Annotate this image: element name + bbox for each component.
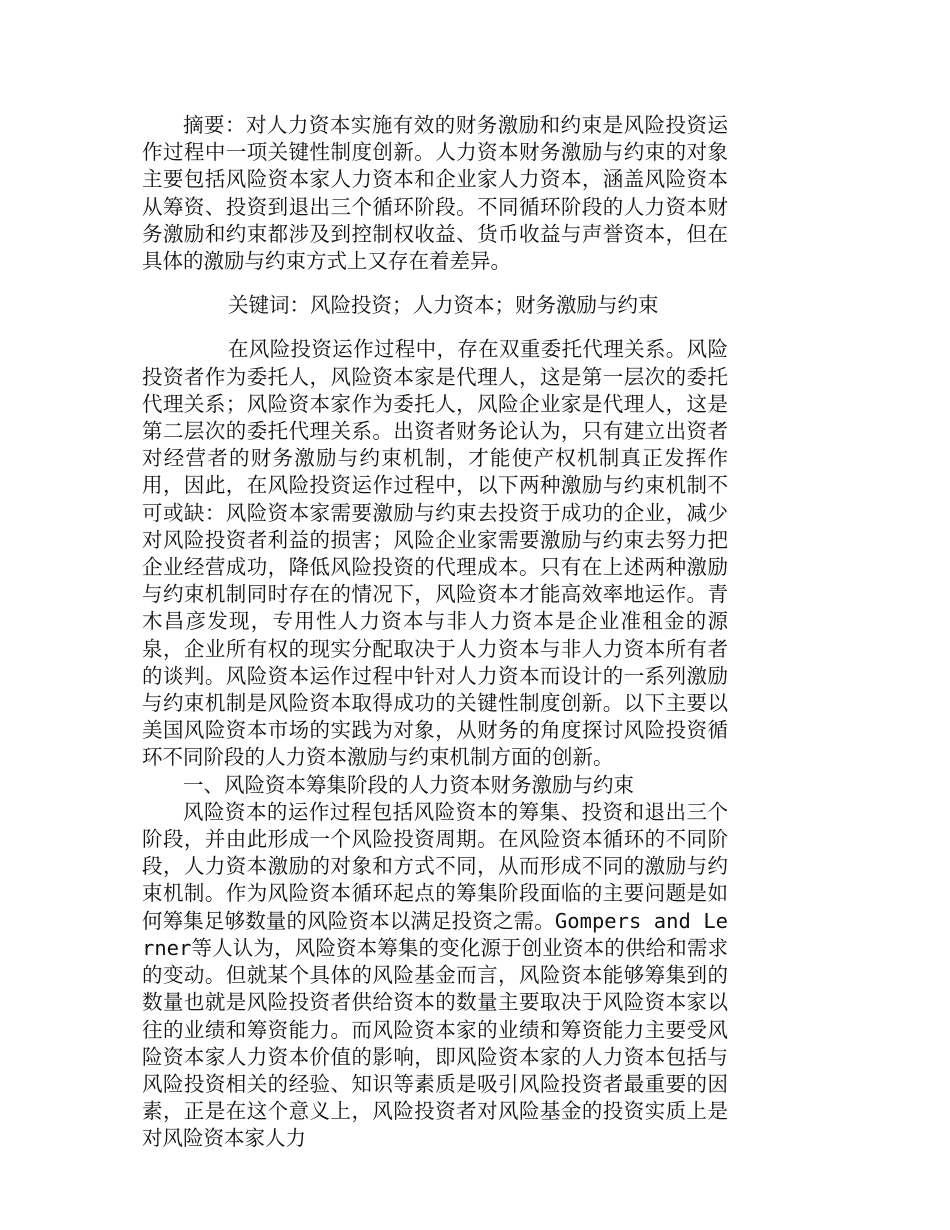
document-page xyxy=(142,112,728,1153)
section-body-paragraph xyxy=(142,799,728,1153)
section-body-text-2: 等人认为，风险资本筹集的变化源于创业资本的供给和需求的变动。但就某个具体的风险基金而言，风险资本能够筹集到的数量也就是风险投资者供给资本的数量主要取决于风险资本家以往的业绩和筹资能力。而风险资本家的业绩和筹资能力主要受风险资本家人力资本价值的影响，即风险资本家的人力资本包括与风险投资相关的经验、知识等素质是吸引风险投资者最重要的因素，正是在这个意义上，风险投资者对风险基金的投资实质上是对风险资本家人力 xyxy=(142,935,728,1151)
section-body-text-1: 风险资本的运作过程包括风险资本的筹集、投资和退出三个阶段，并由此形成一个风险投资周期。在风险资本循环的不同阶段，人力资本激励的对象和方式不同，从而形成不同的激励与约束机制。作为风险资本循环起点的筹集阶段面临的主要问题是如何筹集足够数量的风险资本以满足投资之需。 xyxy=(142,799,728,933)
author-names: Gompers and Lerner xyxy=(142,908,729,960)
keywords-line: 关键词：风险投资；人力资本；财务激励与约束 xyxy=(228,293,659,318)
abstract-paragraph: 摘要：对人力资本实施有效的财务激励和约束是风险投资运作过程中一项关键性制度创新。人力资本财务激励与约束的对象主要包括风险资本家人力资本和企业家人力资本，涵盖风险资本从筹资、投资到退出三个循环阶段。不同循环阶段的人力资本财务激励和约束都涉及到控制权收益、货币收益与声誉资本，但在具体的激励与约束方式上又存在着差异。 xyxy=(142,113,728,274)
intro-paragraph: 在风险投资运作过程中，存在双重委托代理关系。风险投资者作为委托人，风险资本家是代理人，这是第一层次的委托代理关系；风险资本家作为委托人，风险企业家是代理人，这是第二层次的委托代理关系。出资者财务论认为，只有建立出资者对经营者的财务激励与约束机制，才能使产权机制真正发挥作用，因此，在风险投资运作过程中，以下两种激励与约束机制不可或缺：风险资本家需要激励与约束去投资于成功的企业，减少对风险投资者利益的损害；风险企业家需要激励与约束去努力把企业经营成功，降低风险投资的代理成本。只有在上述两种激励与约束机制同时存在的情况下，风险资本才能高效率地运作。青木昌彦发现，专用性人力资本与非人力资本是企业准租金的源泉，企业所有权的现实分配取决于人力资本与非人力资本所有者的谈判。风险资本运作过程中针对人力资本而设计的一系列激励与约束机制是风险资本取得成功的关键性制度创新。以下主要以美国风险资本市场的实践为对象，从财务的角度探讨风险投资循环不同阶段的人力资本激励与约束机制方面的创新。 xyxy=(142,337,728,770)
section-heading: 一、风险资本筹集阶段的人力资本财务激励与约束 xyxy=(183,772,634,797)
